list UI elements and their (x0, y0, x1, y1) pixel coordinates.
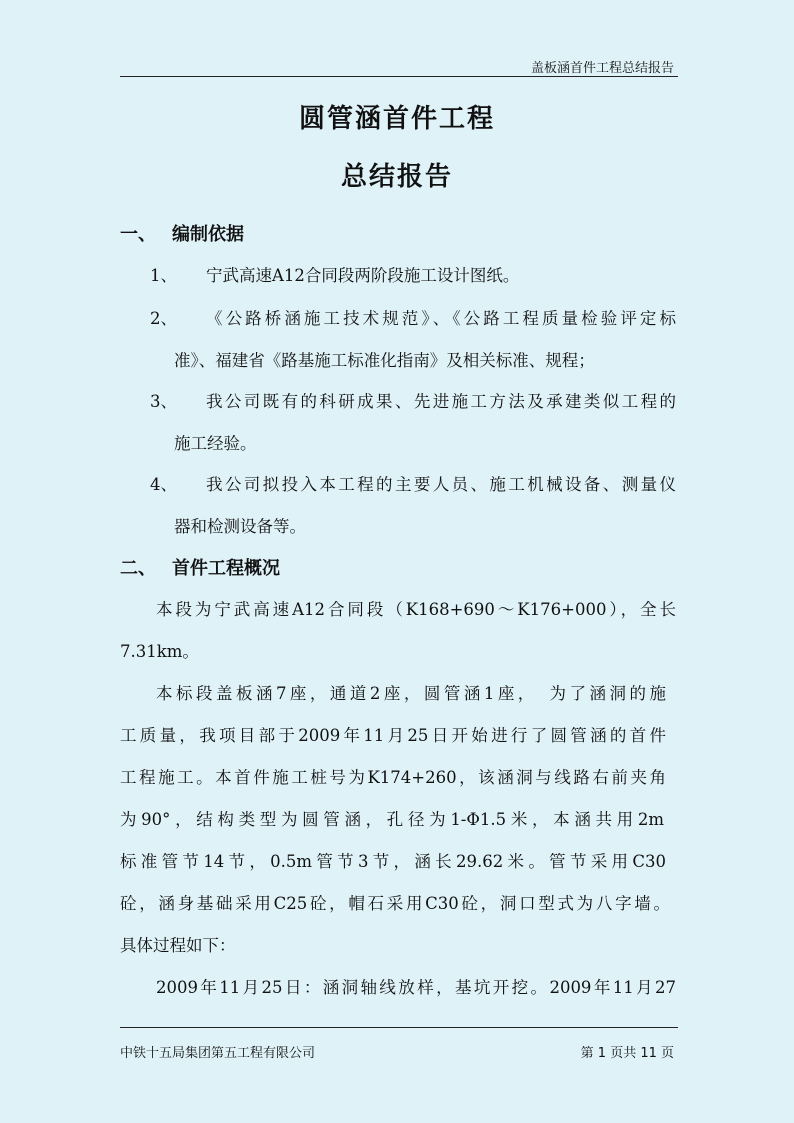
section-heading-1 (120, 220, 244, 246)
document-title-line2: 总结报告 (340, 162, 453, 192)
list-item-number: 3、 (150, 392, 177, 411)
paragraph-line: 本段为宁武高速A12合同段（K168+690～K176+000），全长 (156, 600, 676, 619)
section-title: 首件工程概况 (172, 558, 280, 579)
list-item-number: 1、 (150, 266, 177, 285)
list-item-number: 4、 (150, 475, 177, 494)
paragraph-line: 7.31km。 (120, 642, 199, 661)
paragraph-line: 具体过程如下： (120, 936, 236, 955)
paragraph-line: 为90°，结构类型为圆管涵，孔径为1-Φ1.5米，本涵共用2m (120, 810, 664, 829)
section-title: 编制依据 (172, 224, 244, 245)
footer-page-number: 第 1 页共 11 页 (580, 1046, 674, 1061)
list-item-text-continued: 准》、福建省《路基施工标准化指南》及相关标准、规程； (174, 351, 595, 370)
paragraph-line: 2009年11月25日：涵洞轴线放样，基坑开挖。2009年11月27 (156, 978, 676, 997)
document-title-line1: 圆管涵首件工程 (298, 104, 495, 134)
paragraph-line: 标准管节14节，0.5m管节3节，涵长29.62米。管节采用C30 (120, 852, 666, 871)
list-item-text: 我公司拟投入本工程的主要人员、施工机械设备、测量仪 (206, 475, 676, 494)
list-item-text-continued: 器和检测设备等。 (174, 517, 306, 536)
footer-company: 中铁十五局集团第五工程有限公司 (120, 1046, 316, 1061)
section-number: 二、 (120, 558, 156, 579)
section-number: 一、 (120, 224, 156, 245)
paragraph-line: 本标段盖板涵7座，通道2座，圆管涵1座， 为了涵洞的施 (156, 684, 666, 703)
footer-divider (120, 1027, 678, 1028)
list-item-text: 《公路桥涵施工技术规范》、《公路工程质量检验评定标 (206, 309, 676, 328)
paragraph-line: 工质量，我项目部于2009年11月25日开始进行了圆管涵的首件 (120, 726, 666, 745)
paragraph-line: 工程施工。本首件施工桩号为K174+260，该涵洞与线路右前夹角 (120, 768, 666, 787)
list-item-number: 2、 (150, 309, 177, 328)
page-header-text: 盖板涵首件工程总结报告 (530, 61, 674, 76)
section-heading-2 (120, 554, 280, 580)
list-item-text: 我公司既有的科研成果、先进施工方法及承建类似工程的 (206, 392, 676, 411)
list-item-text-continued: 施工经验。 (174, 434, 257, 453)
paragraph-line: 砼，涵身基础采用C25砼，帽石采用C30砼，洞口型式为八字墙。 (120, 894, 670, 913)
list-item-text: 宁武高速A12合同段两阶段施工设计图纸。 (206, 266, 520, 285)
header-divider (120, 76, 678, 77)
